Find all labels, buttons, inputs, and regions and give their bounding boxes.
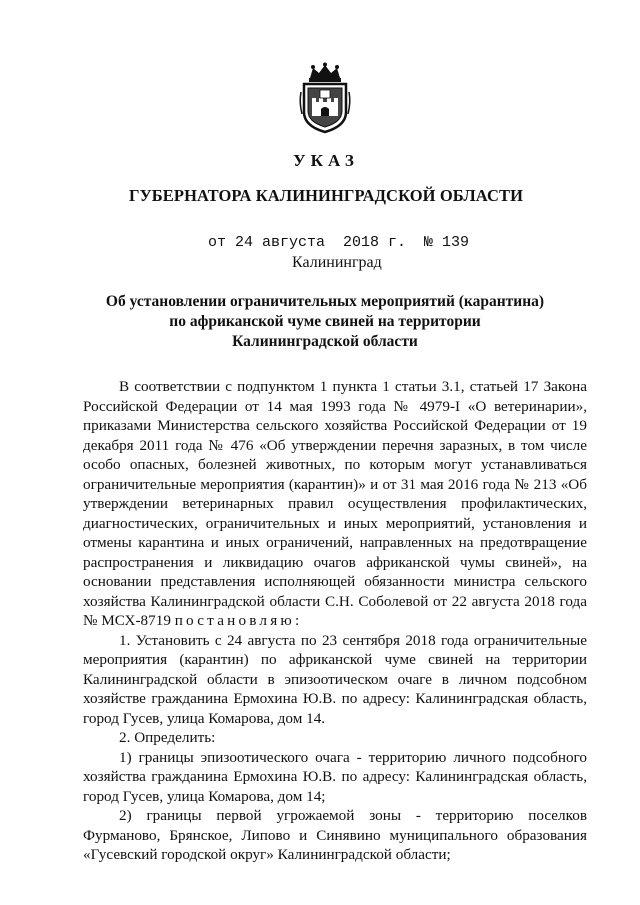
- coat-of-arms-icon: [298, 62, 352, 134]
- subject-line-1: Об установлении ограничительных мероприятий (карантина): [105, 293, 545, 310]
- subject-line-2: по африканской чуме свиней на территории: [169, 313, 481, 330]
- decree-subject: [0, 292, 640, 352]
- date-number-line: от 24 августа 2018 г. № 139: [208, 234, 470, 251]
- preamble-paragraph: [83, 377, 587, 631]
- city-name: Калининград: [292, 254, 382, 271]
- doc-type-title: УКАЗ: [293, 151, 359, 170]
- issuer-title: ГУБЕРНАТОРА КАЛИНИНГРАДСКОЙ ОБЛАСТИ: [128, 186, 523, 205]
- subject-line-3: Калининградской области: [232, 333, 418, 350]
- decree-keyword: постановляю:: [174, 612, 303, 629]
- preamble-text: В соответствии с подпунктом 1 пункта 1 статьи 3.1, статьей 17 Закона Российской Федерации от 14 мая 1993 года № 4979-I «О ветеринарии», приказами Министерства сельского хозяйства Российской Федерации от 19 декабря 2011 года № 476 «Об утверждении перечня заразных, в том числе особо опасных, болезней животных, по которым могут устанавливаться ограничительные мероприятия (карантин)» и от 31 мая 2016 года № 213 «Об утверждении ветеринарных правил осуществления профилактических, диагностических, ограничительных и иных мероприятий, установления и отмены карантина и иных ограничений, направленных на предотвращение распространения и ликвидацию очагов африканской чумы свиней», на основании представления исполняющей обязанности министра сельского хозяйства Калининградской области С.Н. Соболевой от 22 августа 2018 года № МСХ-8719: [83, 378, 587, 629]
- item-2-1-paragraph: 1) границы эпизоотического очага - территорию личного подсобного хозяйства гражданина Ермохина Ю.В. по адресу: Калининградская область, город Гусев, улица Комарова, дом 14;: [83, 748, 587, 805]
- item-2-paragraph: 2. Определить:: [119, 729, 216, 746]
- decree-body: [83, 377, 587, 865]
- item-2-2-paragraph: 2) границы первой угрожаемой зоны - территорию поселков Фурманово, Брянское, Липово и Синявино муниципального образования «Гусевский городской округ» Калининградской области;: [83, 807, 587, 863]
- item-1-paragraph: 1. Установить с 24 августа по 23 сентября 2018 года ограничительные мероприятия (карантин) по африканской чуме свиней на территории Калининградской области в эпизоотическом очаге в личном подсобном хозяйстве гражданина Ермохина Ю.В. по адресу: Калининградская область, город Гусев, улица Комарова, дом 14.: [83, 631, 587, 727]
